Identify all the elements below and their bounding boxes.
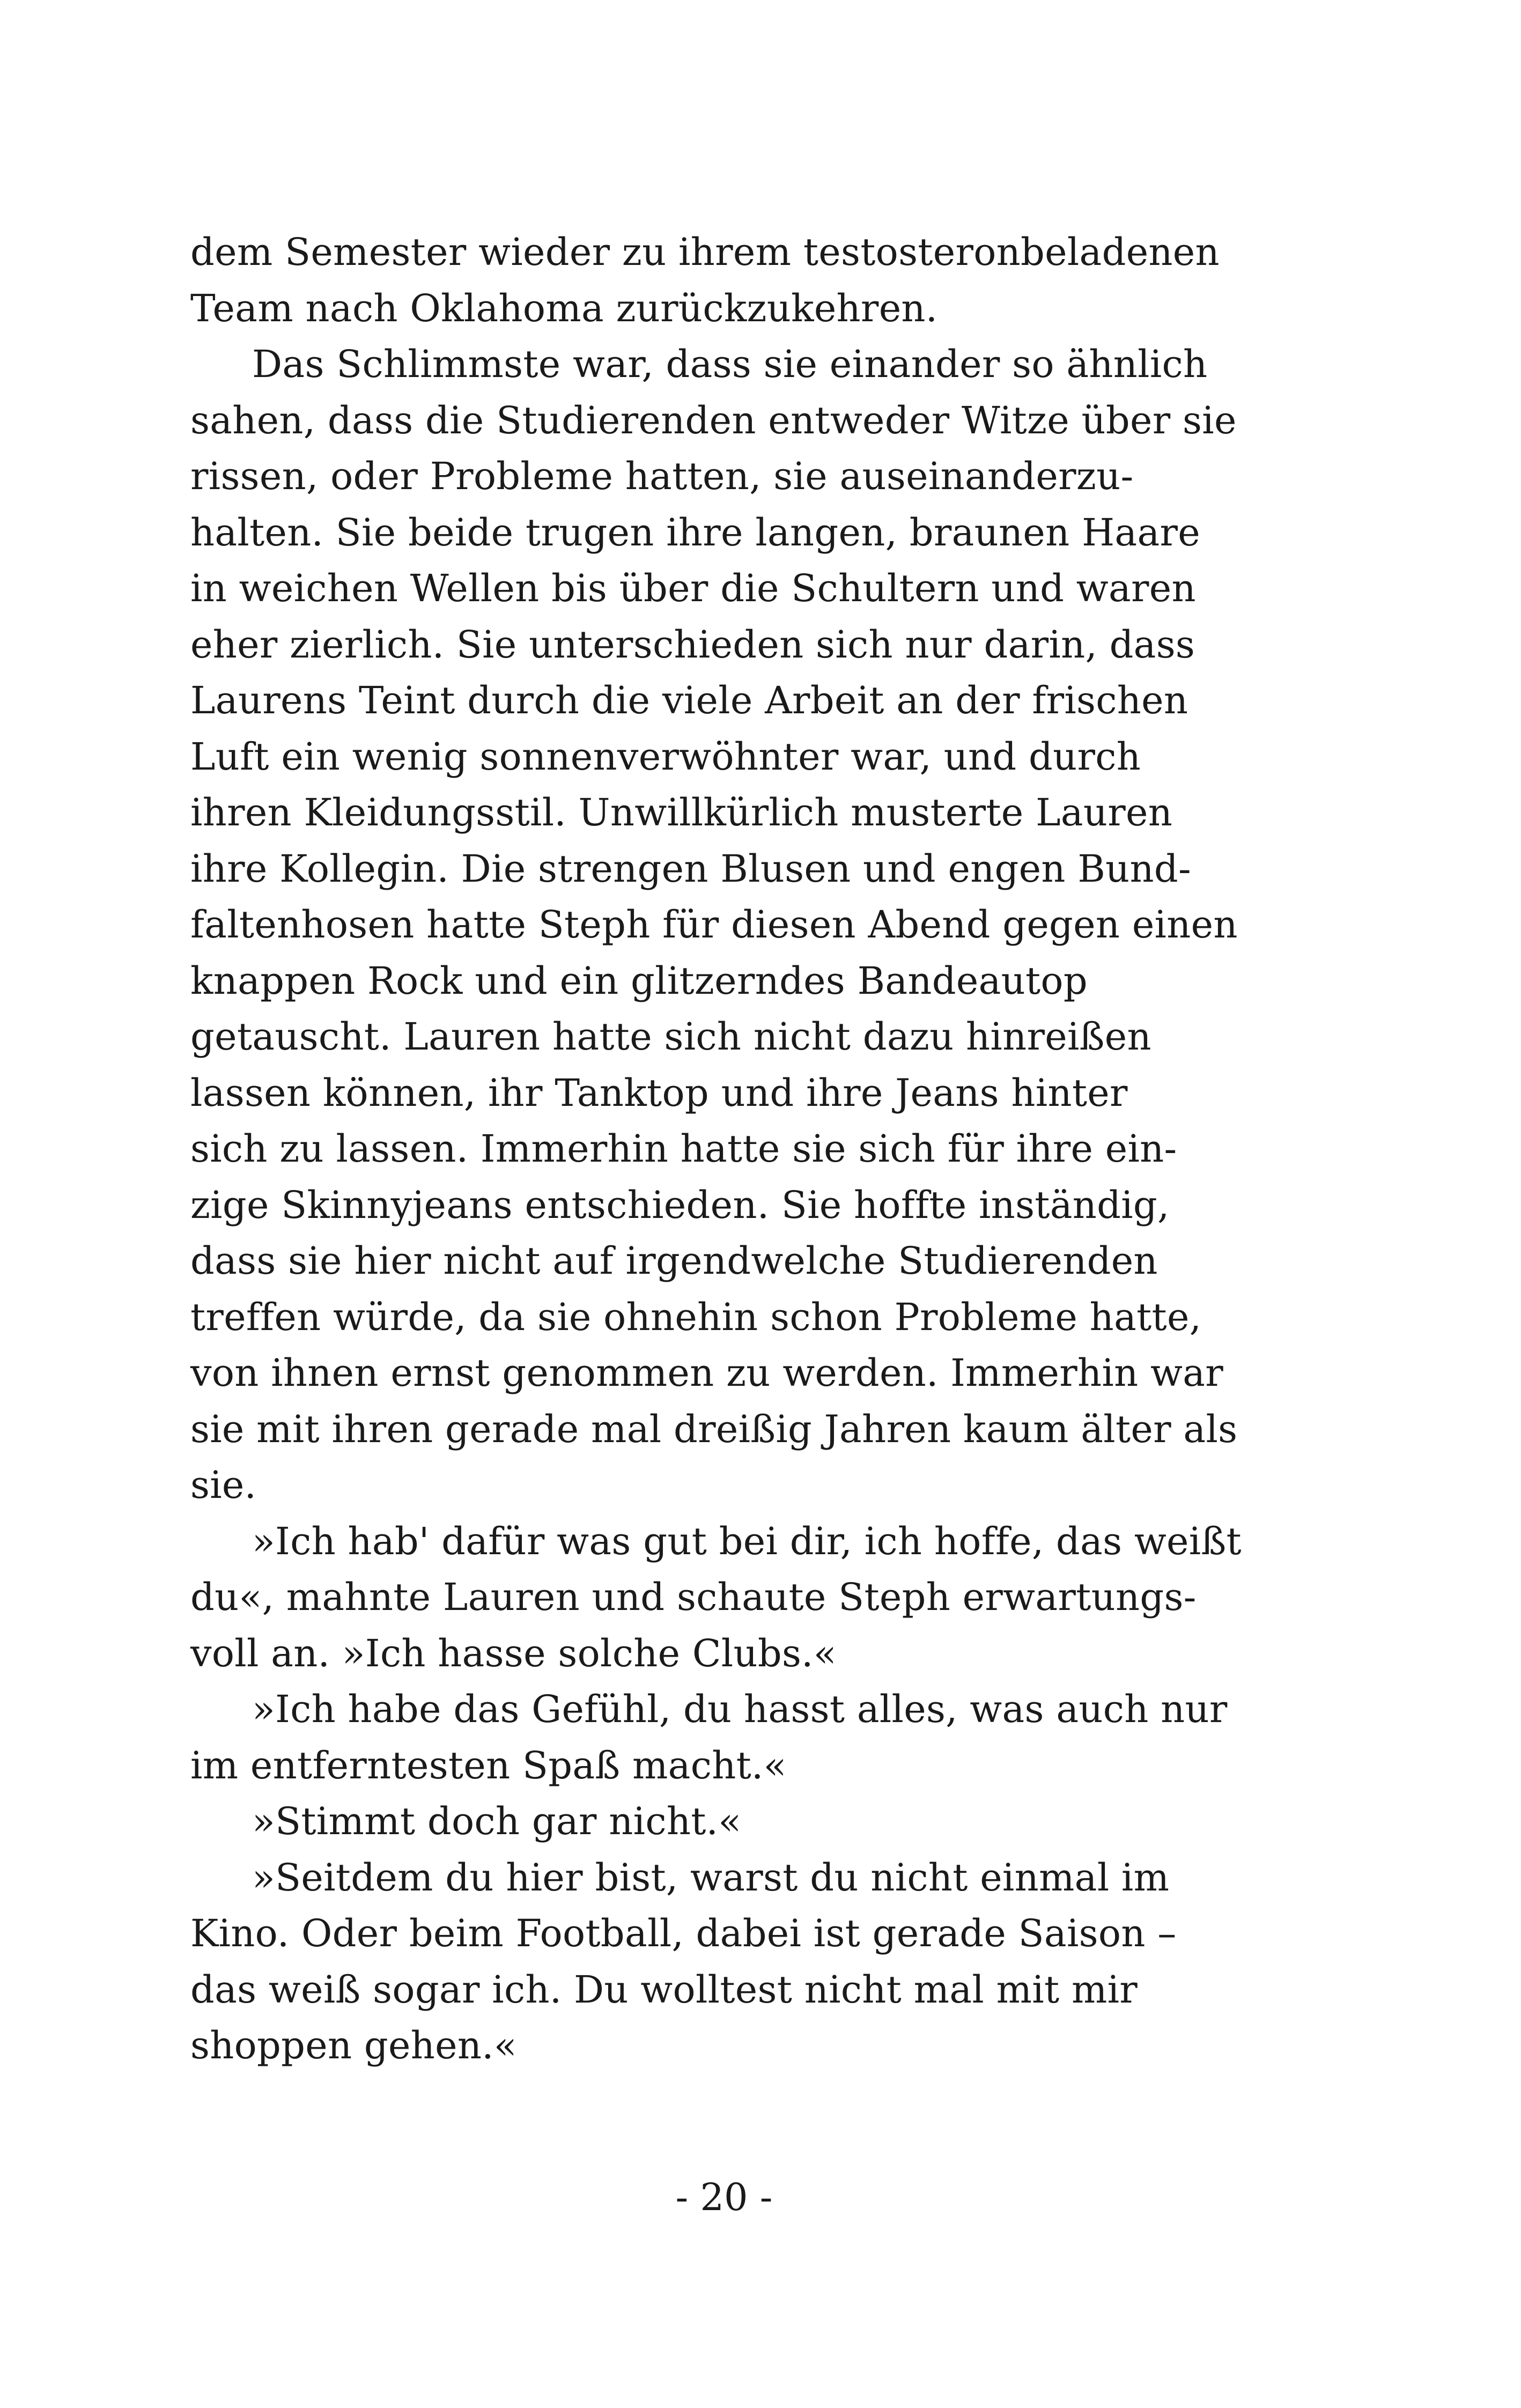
text-line: eher zierlich. Sie unterschieden sich nur darin, dass — [190, 622, 1195, 667]
text-line: lassen können, ihr Tanktop und ihre Jeans hinter — [190, 1070, 1128, 1115]
text-line: voll an. »Ich hasse solche Clubs.« — [190, 1631, 837, 1675]
text-line: shoppen gehen.« — [190, 2023, 517, 2067]
text-line: treffen würde, da sie ohnehin schon Probleme hatte, — [190, 1295, 1202, 1339]
text-line: »Ich hab' dafür was gut bei dir, ich hoffe, das weißt — [252, 1519, 1242, 1563]
text-line: du«, mahnte Lauren und schaute Steph erwartungs- — [190, 1575, 1197, 1619]
text-line: dass sie hier nicht auf irgendwelche Studierenden — [190, 1239, 1158, 1283]
text-line: zige Skinnyjeans entschieden. Sie hoffte inständig, — [190, 1183, 1170, 1227]
text-line: ihre Kollegin. Die strengen Blusen und engen Bund- — [190, 846, 1191, 891]
text-line: von ihnen ernst genommen zu werden. Immerhin war — [190, 1351, 1224, 1395]
text-line: ihren Kleidungsstil. Unwillkürlich musterte Lauren — [190, 791, 1173, 834]
text-line: Luft ein wenig sonnenverwöhnter war, und durch — [190, 734, 1141, 779]
text-line: das weiß sogar ich. Du wolltest nicht mal mit mir — [190, 1967, 1138, 2012]
text-line: faltenhosen hatte Steph für diesen Abend gegen einen — [190, 903, 1238, 947]
text-line: halten. Sie beide trugen ihre langen, braunen Haare — [190, 510, 1200, 555]
text-line: sie mit ihren gerade mal dreißig Jahren kaum älter als — [190, 1407, 1238, 1451]
text-line: Laurens Teint durch die viele Arbeit an der frischen — [190, 678, 1188, 722]
text-line: »Seitdem du hier bist, warst du nicht einmal im — [252, 1855, 1170, 1900]
text-line: rissen, oder Probleme hatten, sie auseinanderzu- — [190, 454, 1134, 498]
text-line: sahen, dass die Studierenden entweder Witze über sie — [190, 398, 1237, 442]
text-line: in weichen Wellen bis über die Schultern und waren — [190, 566, 1196, 610]
text-line: sich zu lassen. Immerhin hatte sie sich für ihre ein- — [190, 1127, 1177, 1171]
text-line: im entferntesten Spaß macht.« — [190, 1743, 787, 1787]
text-line: knappen Rock und ein glitzerndes Bandeautop — [190, 958, 1088, 1003]
page-number: - 20 - — [675, 2175, 773, 2219]
body-text — [190, 224, 1263, 2074]
text-line: »Stimmt doch gar nicht.« — [252, 1799, 742, 1843]
text-line: dem Semester wieder zu ihrem testosteronbeladenen — [190, 230, 1220, 274]
text-line: getauscht. Lauren hatte sich nicht dazu hinreißen — [190, 1015, 1151, 1059]
text-line: Team nach Oklahoma zurückzukehren. — [190, 286, 938, 330]
text-line: Das Schlimmste war, dass sie einander so ähnlich — [252, 342, 1208, 386]
text-line: sie. — [190, 1463, 257, 1507]
text-line: Kino. Oder beim Football, dabei ist gerade Saison – — [190, 1911, 1177, 1955]
text-line: »Ich habe das Gefühl, du hasst alles, was auch nur — [252, 1687, 1228, 1731]
